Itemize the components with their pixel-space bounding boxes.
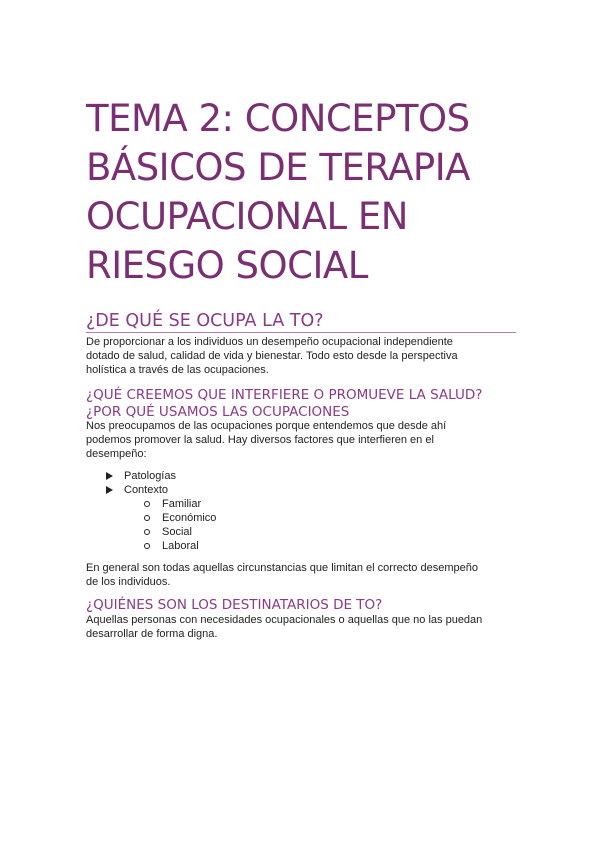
paragraph-line: podemos promover la salud. Hay diversos factores que interfieren en el (86, 434, 434, 446)
circle-bullet-icon (144, 543, 150, 549)
sublist-item-label: Social (162, 526, 192, 538)
section-paragraph (86, 561, 526, 589)
sublist-item (144, 525, 216, 539)
sublist-item-label: Económico (162, 512, 217, 524)
title-line: OCUPACIONAL EN (86, 195, 408, 238)
sublist-item-label: Laboral (162, 540, 199, 552)
paragraph-line: De proporcionar a los individuos un desempeño ocupacional independiente (86, 336, 453, 348)
paragraph-line: Aquellas personas con necesidades ocupacionales o aquellas que no las puedan (86, 614, 483, 626)
list-item (106, 469, 216, 483)
title-line: BÁSICOS DE TERAPIA (86, 146, 470, 189)
paragraph-line: de los individuos. (86, 576, 171, 588)
paragraph-line: desempeño: (86, 448, 147, 460)
list-item-label: Contexto (124, 484, 169, 496)
section-paragraph (86, 335, 526, 377)
sublist-item (144, 497, 216, 511)
sublist-item (144, 511, 216, 525)
section-paragraph (86, 613, 526, 641)
circle-bullet-icon (144, 515, 150, 521)
title-line: TEMA 2: CONCEPTOS (86, 97, 470, 140)
section-heading-interfiere-salud (86, 387, 482, 421)
paragraph-line: Nos preocupamos de las ocupaciones porque entendemos que desde ahí (86, 420, 447, 432)
section-paragraph (86, 419, 526, 461)
section-heading-destinatarios: ¿QUIÉNES SON LOS DESTINATARIOS DE TO? (86, 597, 383, 613)
list-item (106, 483, 216, 497)
section-heading-que-se-ocupa: ¿DE QUÉ SE OCUPA LA TO? (86, 311, 324, 331)
arrow-bullet-icon (106, 486, 113, 494)
factors-list (106, 469, 216, 553)
heading-line: ¿POR QUÉ USAMOS LAS OCUPACIONES (86, 404, 350, 420)
paragraph-line: En general son todas aquellas circunstancias que limitan el correcto desempeño (86, 562, 478, 574)
document-title (86, 94, 526, 290)
paragraph-line: desarrollar de forma digna. (86, 628, 218, 640)
sublist-item-label: Familiar (162, 498, 202, 510)
circle-bullet-icon (144, 501, 150, 507)
heading-line: ¿QUÉ CREEMOS QUE INTERFIERE O PROMUEVE LA SALUD? (86, 387, 483, 403)
sublist-item (144, 539, 216, 553)
paragraph-line: holística a través de las ocupaciones. (86, 364, 269, 376)
list-item-label: Patologías (124, 470, 176, 482)
context-sublist (144, 497, 216, 553)
circle-bullet-icon (144, 529, 150, 535)
title-line: RIESGO SOCIAL (86, 244, 368, 287)
arrow-bullet-icon (106, 472, 113, 480)
heading-divider (86, 332, 516, 333)
paragraph-line: dotado de salud, calidad de vida y bienestar. Todo esto desde la perspectiva (86, 350, 458, 362)
